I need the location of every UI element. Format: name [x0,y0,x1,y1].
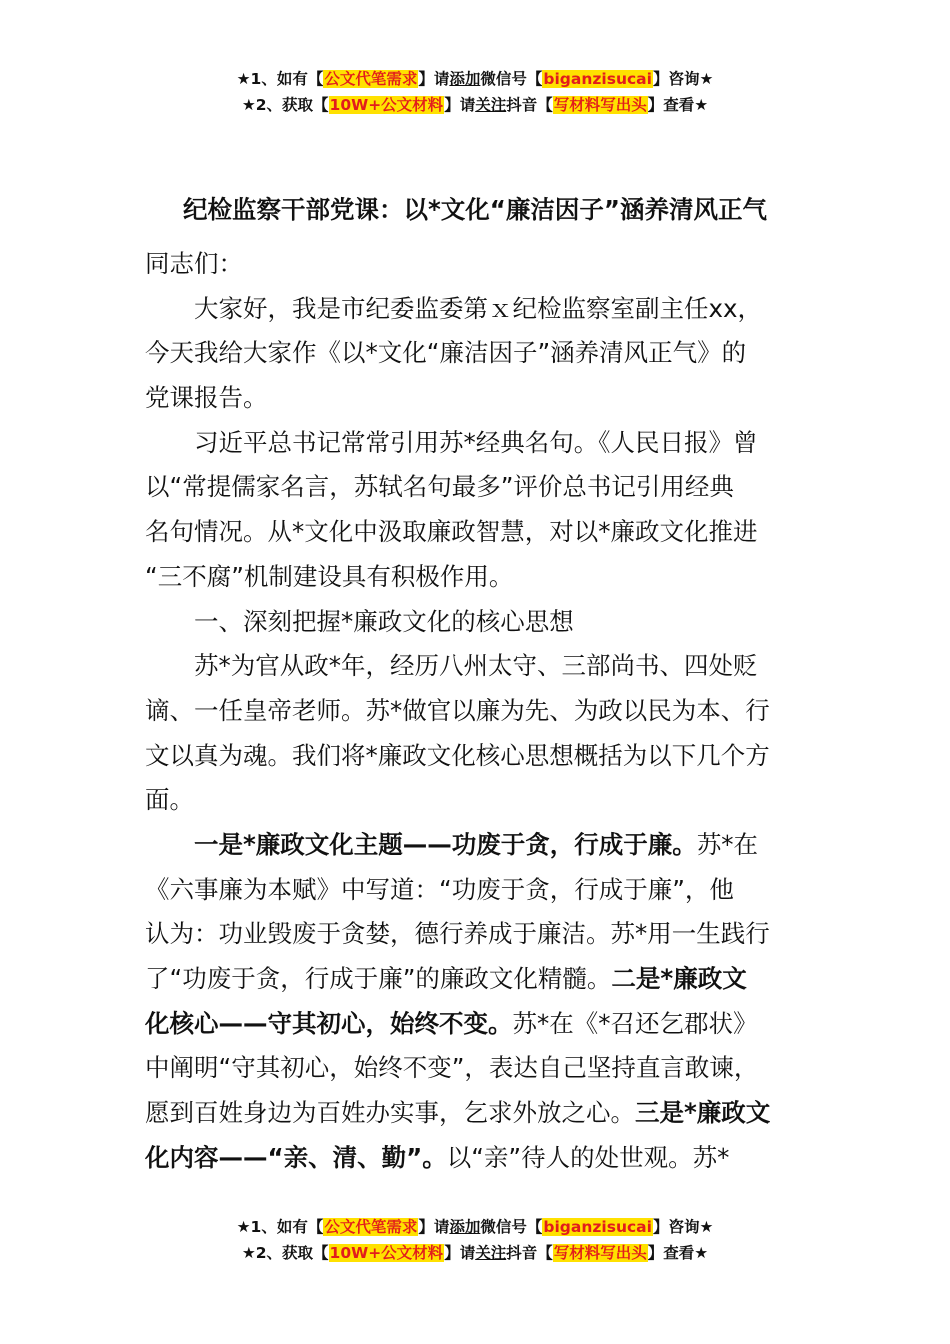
bold-point-3-cont: 化内容——“亲、清、勤”。 [145,1142,447,1172]
highlight-materials: 10W+公文材料 [329,96,444,114]
banner-line-1 [0,1214,950,1240]
bold-point-3: 三是*廉政文 [635,1098,771,1128]
banner-text: 】咨询★ [652,1218,714,1236]
document-title: 纪检监察干部党课：以*文化“廉洁因子”涵养清风正气 [182,195,767,224]
banner-emphasis: 关注 [475,96,507,114]
banner-text: ★2、获取【 [241,1244,329,1262]
body-line: 面。 [145,785,194,815]
body-line: 名句情况。从*文化中汲取廉政智慧，对以*廉政文化推进 [145,517,758,547]
highlight-douyin: 写材料写出头 [553,1244,647,1262]
banner-emphasis: 添加 [449,1218,481,1236]
body-line: 党课报告。 [145,383,268,413]
body-line: 今天我给大家作《以*文化“廉洁因子”涵养清风正气》的 [145,338,747,368]
body-line: 中阐明“守其初心，始终不变”，表达自己坚持直言敢谏， [145,1053,759,1083]
body-text: 愿到百姓身边为百姓办实事，乞求外放之心。 [145,1098,635,1128]
body-line: “三不腐”机制建设具有积极作用。 [145,561,514,591]
footer-banner [0,1214,950,1266]
section-heading: 一、深刻把握*廉政文化的核心思想 [194,606,574,636]
bold-point-1: 一是*廉政文化主题——功废于贪，行成于廉。 [194,829,697,859]
body-text: 了“功废于贪，行成于廉”的廉政文化精髓。 [145,964,612,993]
document-body [145,242,805,1180]
banner-text: 微信号【 [480,70,543,88]
banner-line-2 [0,92,950,118]
banner-text: 】请 [418,70,450,88]
highlight-ghostwriting: 公文代笔需求 [324,70,418,88]
body-line: 以“常提儒家名言，苏轼名句最多”评价总书记引用经典 [145,472,734,502]
highlight-wechat-id: biganzisucai [543,70,652,88]
banner-text: ★1、如有【 [236,1218,324,1236]
banner-text: 】咨询★ [652,70,714,88]
body-text: 苏*在《*召还乞郡状》 [512,1008,758,1038]
banner-emphasis: 关注 [475,1244,507,1262]
banner-text: 】请 [418,1218,450,1236]
salutation: 同志们： [145,249,243,278]
banner-text: 】查看★ [647,1244,709,1262]
body-text: 苏*在 [696,829,759,859]
body-line [145,823,805,868]
banner-emphasis: 添加 [449,70,481,88]
body-line: 认为：功业毁废于贪婪，德行养成于廉洁。苏*用一生践行 [145,919,770,949]
body-line: 《六事廉为本赋》中写道：“功废于贪，行成于廉”，他 [145,874,734,904]
banner-text: 】请 [444,96,476,114]
body-line [145,1091,805,1136]
body-line [145,957,805,1002]
body-line [145,1002,805,1047]
body-line: 文以真为魂。我们将*廉政文化核心思想概括为以下几个方 [145,740,770,770]
body-line: 大家好，我是市纪委监委第ｘ纪检监察室副主任xx， [194,293,762,323]
banner-text: ★2、获取【 [241,96,329,114]
bold-point-2: 二是*廉政文 [611,964,747,993]
highlight-wechat-id: biganzisucai [543,1218,652,1236]
body-line [145,1136,805,1181]
banner-text: ★1、如有【 [236,70,324,88]
highlight-materials: 10W+公文材料 [329,1244,444,1262]
highlight-ghostwriting: 公文代笔需求 [324,1218,418,1236]
banner-text: 】查看★ [647,96,709,114]
body-text: 以“亲”待人的处世观。苏* [446,1142,730,1172]
banner-text: 微信号【 [480,1218,543,1236]
banner-line-2 [0,1240,950,1266]
banner-text: 抖音【 [506,96,553,114]
banner-text: 】请 [444,1244,476,1262]
body-line: 习近平总书记常常引用苏*经典名句。《人民日报》曾 [194,427,758,457]
body-line: 谪、一任皇帝老师。苏*做官以廉为先、为政以民为本、行 [145,695,770,725]
header-banner [0,66,950,118]
banner-text: 抖音【 [506,1244,553,1262]
body-line: 苏*为官从政*年，经历八州太守、三部尚书、四处贬 [194,651,758,681]
bold-point-2-cont: 化核心——守其初心，始终不变。 [145,1008,513,1038]
banner-line-1 [0,66,950,92]
highlight-douyin: 写材料写出头 [553,96,647,114]
